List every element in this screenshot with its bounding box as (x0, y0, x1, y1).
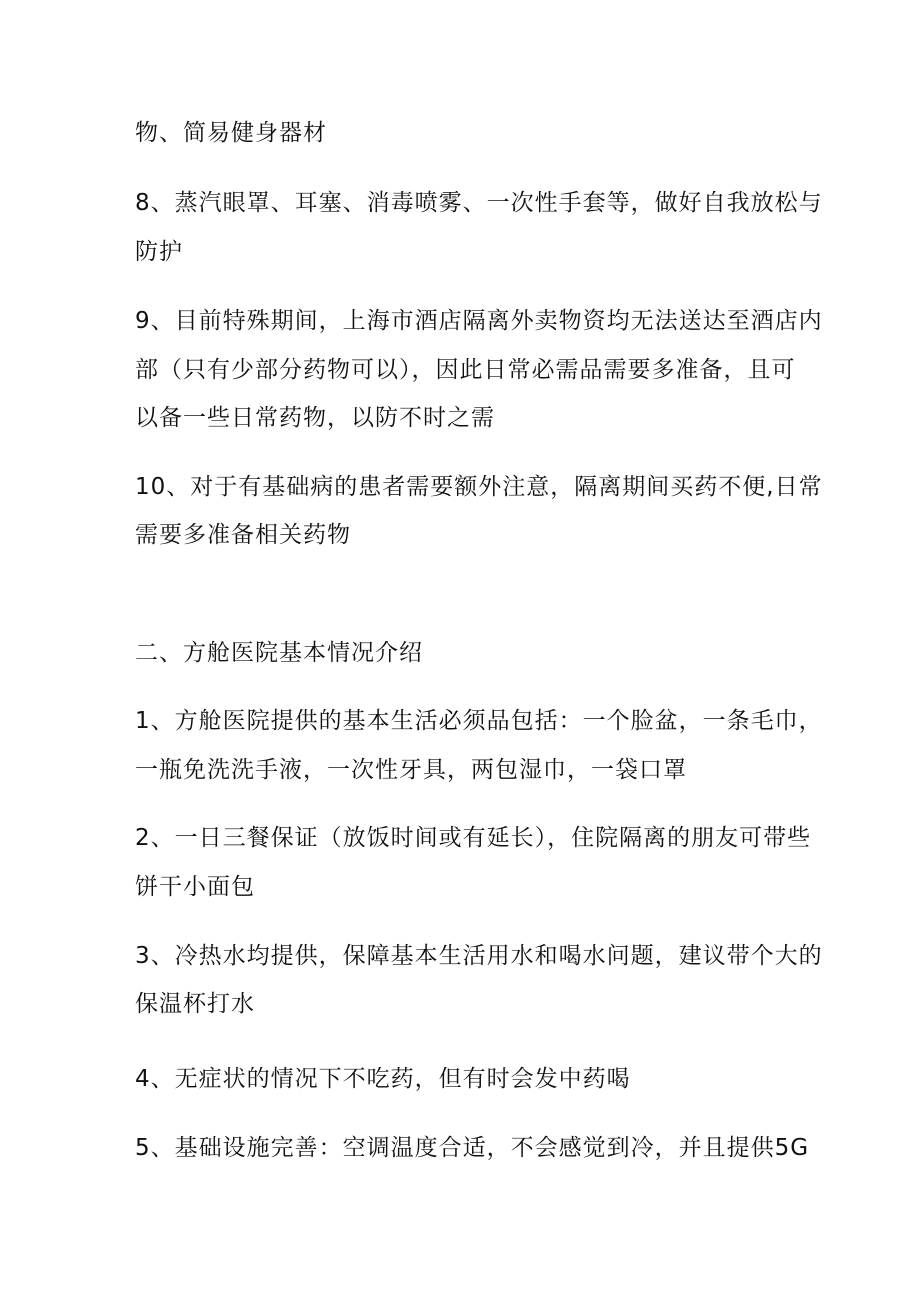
text-line-continuation-7: 物、简易健身器材 (135, 120, 327, 146)
section2-item-3-line-1: 3、冷热水均提供，保障基本生活用水和喝水问题，建议带个大的 (135, 943, 823, 969)
section2-item-1-line-2: 一瓶免洗洗手液，一次性牙具，两包湿巾，一袋口罩 (135, 757, 687, 783)
section2-item-4: 4、无症状的情况下不吃药，但有时会发中药喝 (135, 1066, 631, 1092)
section-heading-2: 二、方舱医院基本情况介绍 (135, 640, 423, 666)
section2-item-5-line-1: 5、基础设施完善：空调温度合适，不会感觉到冷，并且提供5G (135, 1135, 810, 1161)
list-item-10-line-2: 需要多准备相关药物 (135, 522, 351, 548)
section2-item-1-line-1: 1、方舱医院提供的基本生活必须品包括：一个脸盆，一条毛巾， (135, 708, 823, 734)
list-item-9-line-2: 部（只有少部分药物可以），因此日常必需品需要多准备，且可 (135, 357, 796, 383)
list-item-8-line-1: 8、蒸汽眼罩、耳塞、消毒喷雾、一次性手套等，做好自我放松与 (135, 190, 823, 216)
list-item-9-line-3: 以备一些日常药物，以防不时之需 (135, 405, 495, 431)
section2-item-2-line-2: 饼干小面包 (135, 874, 255, 900)
list-item-9-line-1: 9、目前特殊期间，上海市酒店隔离外卖物资均无法送达至酒店内 (135, 308, 823, 334)
section2-item-2-line-1: 2、一日三餐保证（放饭时间或有延长），住院隔离的朋友可带些 (135, 825, 812, 851)
section2-item-3-line-2: 保温杯打水 (135, 991, 255, 1017)
list-item-8-line-2: 防护 (135, 239, 183, 265)
list-item-10-line-1: 10、对于有基础病的患者需要额外注意，隔离期间买药不便,日常 (135, 474, 823, 500)
